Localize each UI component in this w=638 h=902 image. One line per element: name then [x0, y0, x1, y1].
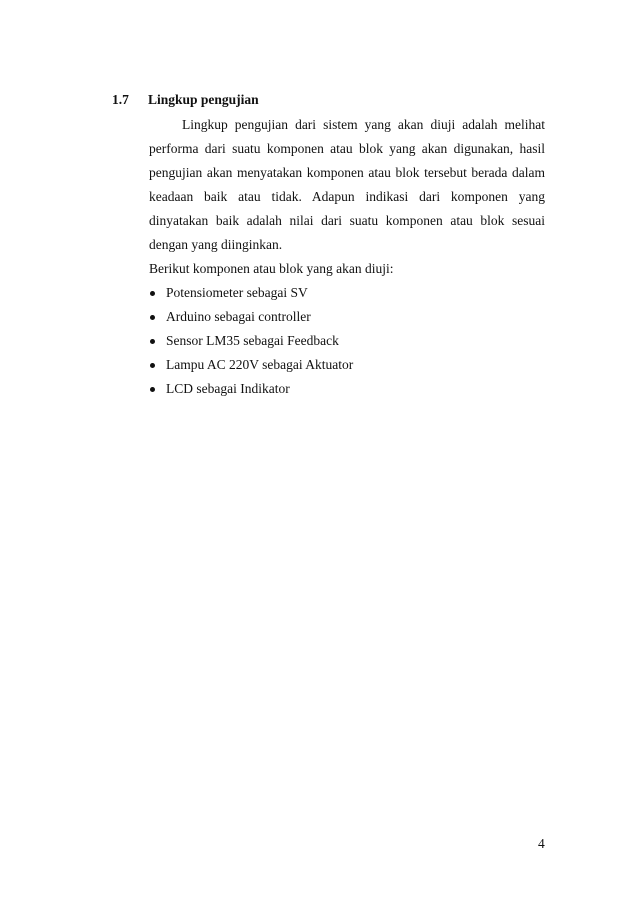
list-item-text: Lampu AC 220V sebagai Aktuator [166, 357, 354, 372]
bullet-icon [150, 387, 155, 392]
section-heading [112, 92, 259, 108]
list-item [149, 329, 545, 353]
list-item-text: Potensiometer sebagai SV [166, 285, 308, 300]
list-item [149, 353, 545, 377]
bullet-icon [150, 339, 155, 344]
list-item [149, 377, 545, 401]
list-item-text: Sensor LM35 sebagai Feedback [166, 333, 339, 348]
list-item [149, 281, 545, 305]
section-title: Lingkup pengujian [148, 92, 259, 107]
section-number: 1.7 [112, 92, 129, 107]
list-item-text: LCD sebagai Indikator [166, 381, 290, 396]
bullet-icon [150, 315, 155, 320]
bullet-icon [150, 363, 155, 368]
list-item-text: Arduino sebagai controller [166, 309, 311, 324]
page-number: 4 [538, 836, 545, 851]
bullet-icon [150, 291, 155, 296]
body-paragraph: Lingkup pengujian dari sistem yang akan diuji adalah melihat performa dari suatu komponen atau blok yang akan digunakan, hasil pengujian akan menyatakan komponen atau blok tersebut berada dalam keadaan baik atau tidak. Adapun indikasi dari komponen yang dinyatakan baik adalah nilai dari suatu komponen atau blok sesuai dengan yang diinginkan. [149, 117, 545, 252]
component-list [149, 281, 545, 401]
list-item [149, 305, 545, 329]
list-intro: Berikut komponen atau blok yang akan diuji: [149, 261, 394, 276]
section-body [149, 113, 545, 401]
